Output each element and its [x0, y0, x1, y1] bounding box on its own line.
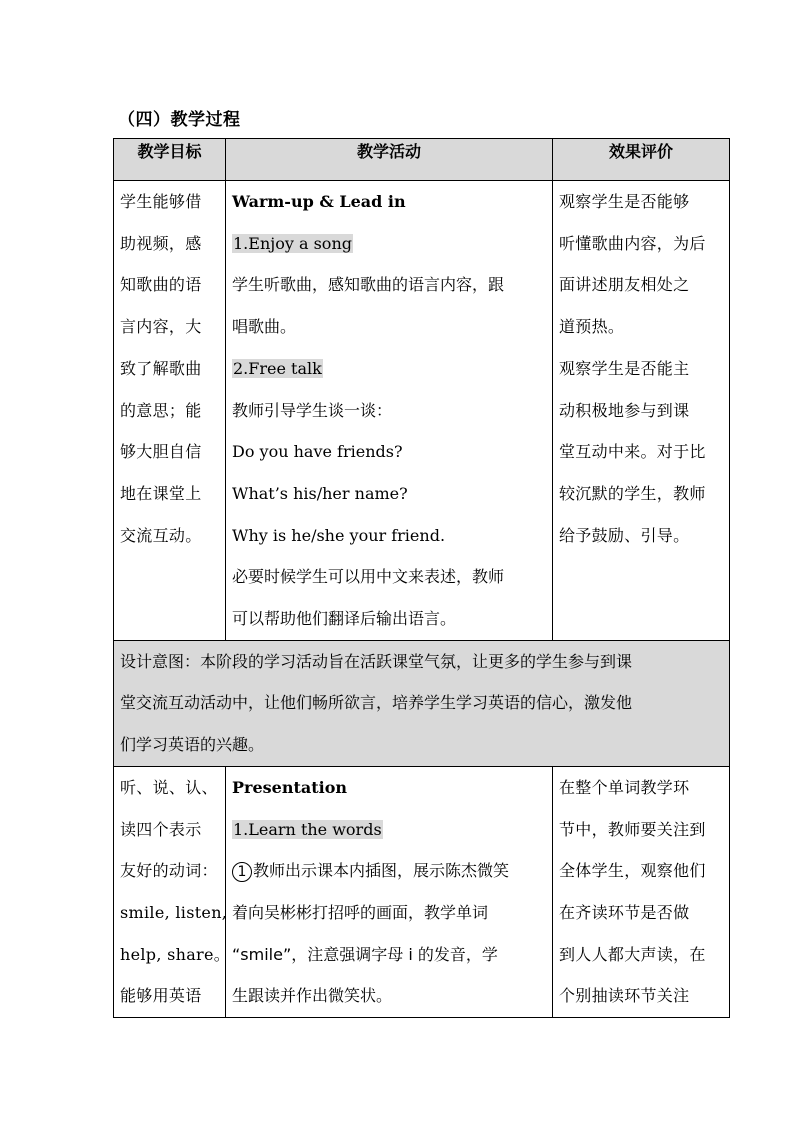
- goal-line: 致了解歌曲: [120, 358, 202, 378]
- goal-line: help, share。: [120, 944, 231, 964]
- eval-line: 面讲述朋友相处之: [559, 275, 690, 295]
- evaluation-cell: [553, 181, 730, 641]
- goal-line: 听、说、认、: [120, 777, 218, 797]
- header-goal: 教学目标: [114, 139, 226, 181]
- goal-line: 够大胆自信: [120, 442, 202, 462]
- eval-line: 在整个单词教学环: [559, 777, 690, 797]
- eval-line: 在齐读环节是否做: [559, 902, 690, 922]
- eval-line: 道预热。: [559, 317, 625, 337]
- note-line: 可以帮助他们翻译后输出语言。: [232, 609, 457, 629]
- activity-desc-line: “smile”，注意强调字母 i 的发音，学: [232, 944, 498, 964]
- teaching-process-table: [113, 138, 730, 1018]
- activity-desc-line: 教师出示课本内插图，展示陈杰微笑: [253, 861, 510, 881]
- activity-item-title: 1.Learn the words: [233, 819, 382, 839]
- design-intent-row: [114, 640, 730, 766]
- intent-line: 堂交流互动活动中，让他们畅所欲言，培养学生学习英语的信心，激发他: [120, 693, 633, 713]
- design-intent-cell: [114, 640, 730, 766]
- intent-line: 们学习英语的兴趣。: [120, 735, 265, 755]
- activity-item-title: 1.Enjoy a song: [233, 233, 352, 253]
- eval-line: 全体学生，观察他们: [559, 861, 706, 881]
- goal-line: 言内容，大: [120, 317, 202, 337]
- goal-line: 地在课堂上: [120, 483, 202, 503]
- activity-cell: [226, 181, 553, 641]
- activity-desc-line: 教师引导学生谈一谈：: [232, 400, 393, 420]
- table-row-presentation: [114, 766, 730, 1017]
- header-activity: 教学活动: [226, 139, 553, 181]
- circled-number-icon: 1: [232, 862, 252, 882]
- goal-line: 助视频，感: [120, 233, 202, 253]
- goal-line: 学生能够借: [120, 192, 202, 211]
- eval-line: 给予鼓励、引导。: [559, 525, 690, 545]
- activity-desc-line: 唱歌曲。: [232, 317, 297, 337]
- question-line: Do you have friends?: [232, 442, 403, 462]
- eval-line: 到人人都大声读，在: [559, 944, 706, 964]
- goal-line: 的意思；能: [120, 400, 202, 420]
- question-line: What’s his/her name?: [232, 483, 408, 503]
- activity-desc-line: 生跟读并作出微笑状。: [232, 986, 393, 1006]
- eval-line: 动积极地参与到课: [559, 400, 690, 420]
- eval-line: 堂互动中来。对于比: [559, 442, 706, 462]
- activity-cell: [226, 766, 553, 1017]
- eval-line: 观察学生是否能主: [559, 358, 690, 378]
- section-heading: （四）教学过程: [118, 110, 241, 130]
- activity-item-title: 2.Free talk: [233, 358, 322, 378]
- goal-line: 能够用英语: [120, 986, 202, 1006]
- goal-line: 读四个表示: [120, 819, 202, 839]
- goal-cell: [114, 766, 231, 1017]
- table-header-row: [114, 139, 730, 181]
- eval-line: 听懂歌曲内容，为后: [559, 233, 706, 253]
- eval-line: 观察学生是否能够: [559, 192, 690, 211]
- stage-title: Warm-up & Lead in: [232, 192, 406, 211]
- eval-line: 较沉默的学生，教师: [559, 483, 706, 503]
- note-line: 必要时候学生可以用中文来表述，教师: [232, 567, 505, 587]
- goal-line: 友好的动词：: [120, 861, 218, 881]
- goal-line: smile, listen,: [120, 902, 228, 922]
- stage-title: Presentation: [232, 777, 347, 797]
- eval-line: 个别抽读环节关注: [559, 986, 690, 1006]
- question-line: Why is he/she your friend.: [232, 525, 446, 545]
- goal-line: 知歌曲的语: [120, 275, 202, 295]
- activity-desc-line: 学生听歌曲，感知歌曲的语言内容，跟: [232, 275, 505, 295]
- eval-line: 节中，教师要关注到: [559, 819, 706, 839]
- header-evaluation: 效果评价: [553, 139, 730, 181]
- intent-line: 设计意图：本阶段的学习活动旨在活跃课堂气氛，让更多的学生参与到课: [120, 651, 633, 671]
- activity-desc-line: 着向吴彬彬打招呼的画面，教学单词: [232, 902, 489, 922]
- goal-cell: [114, 181, 226, 641]
- goal-line: 交流互动。: [120, 525, 202, 545]
- evaluation-cell: [553, 766, 730, 1017]
- table-row-warmup: [114, 181, 730, 641]
